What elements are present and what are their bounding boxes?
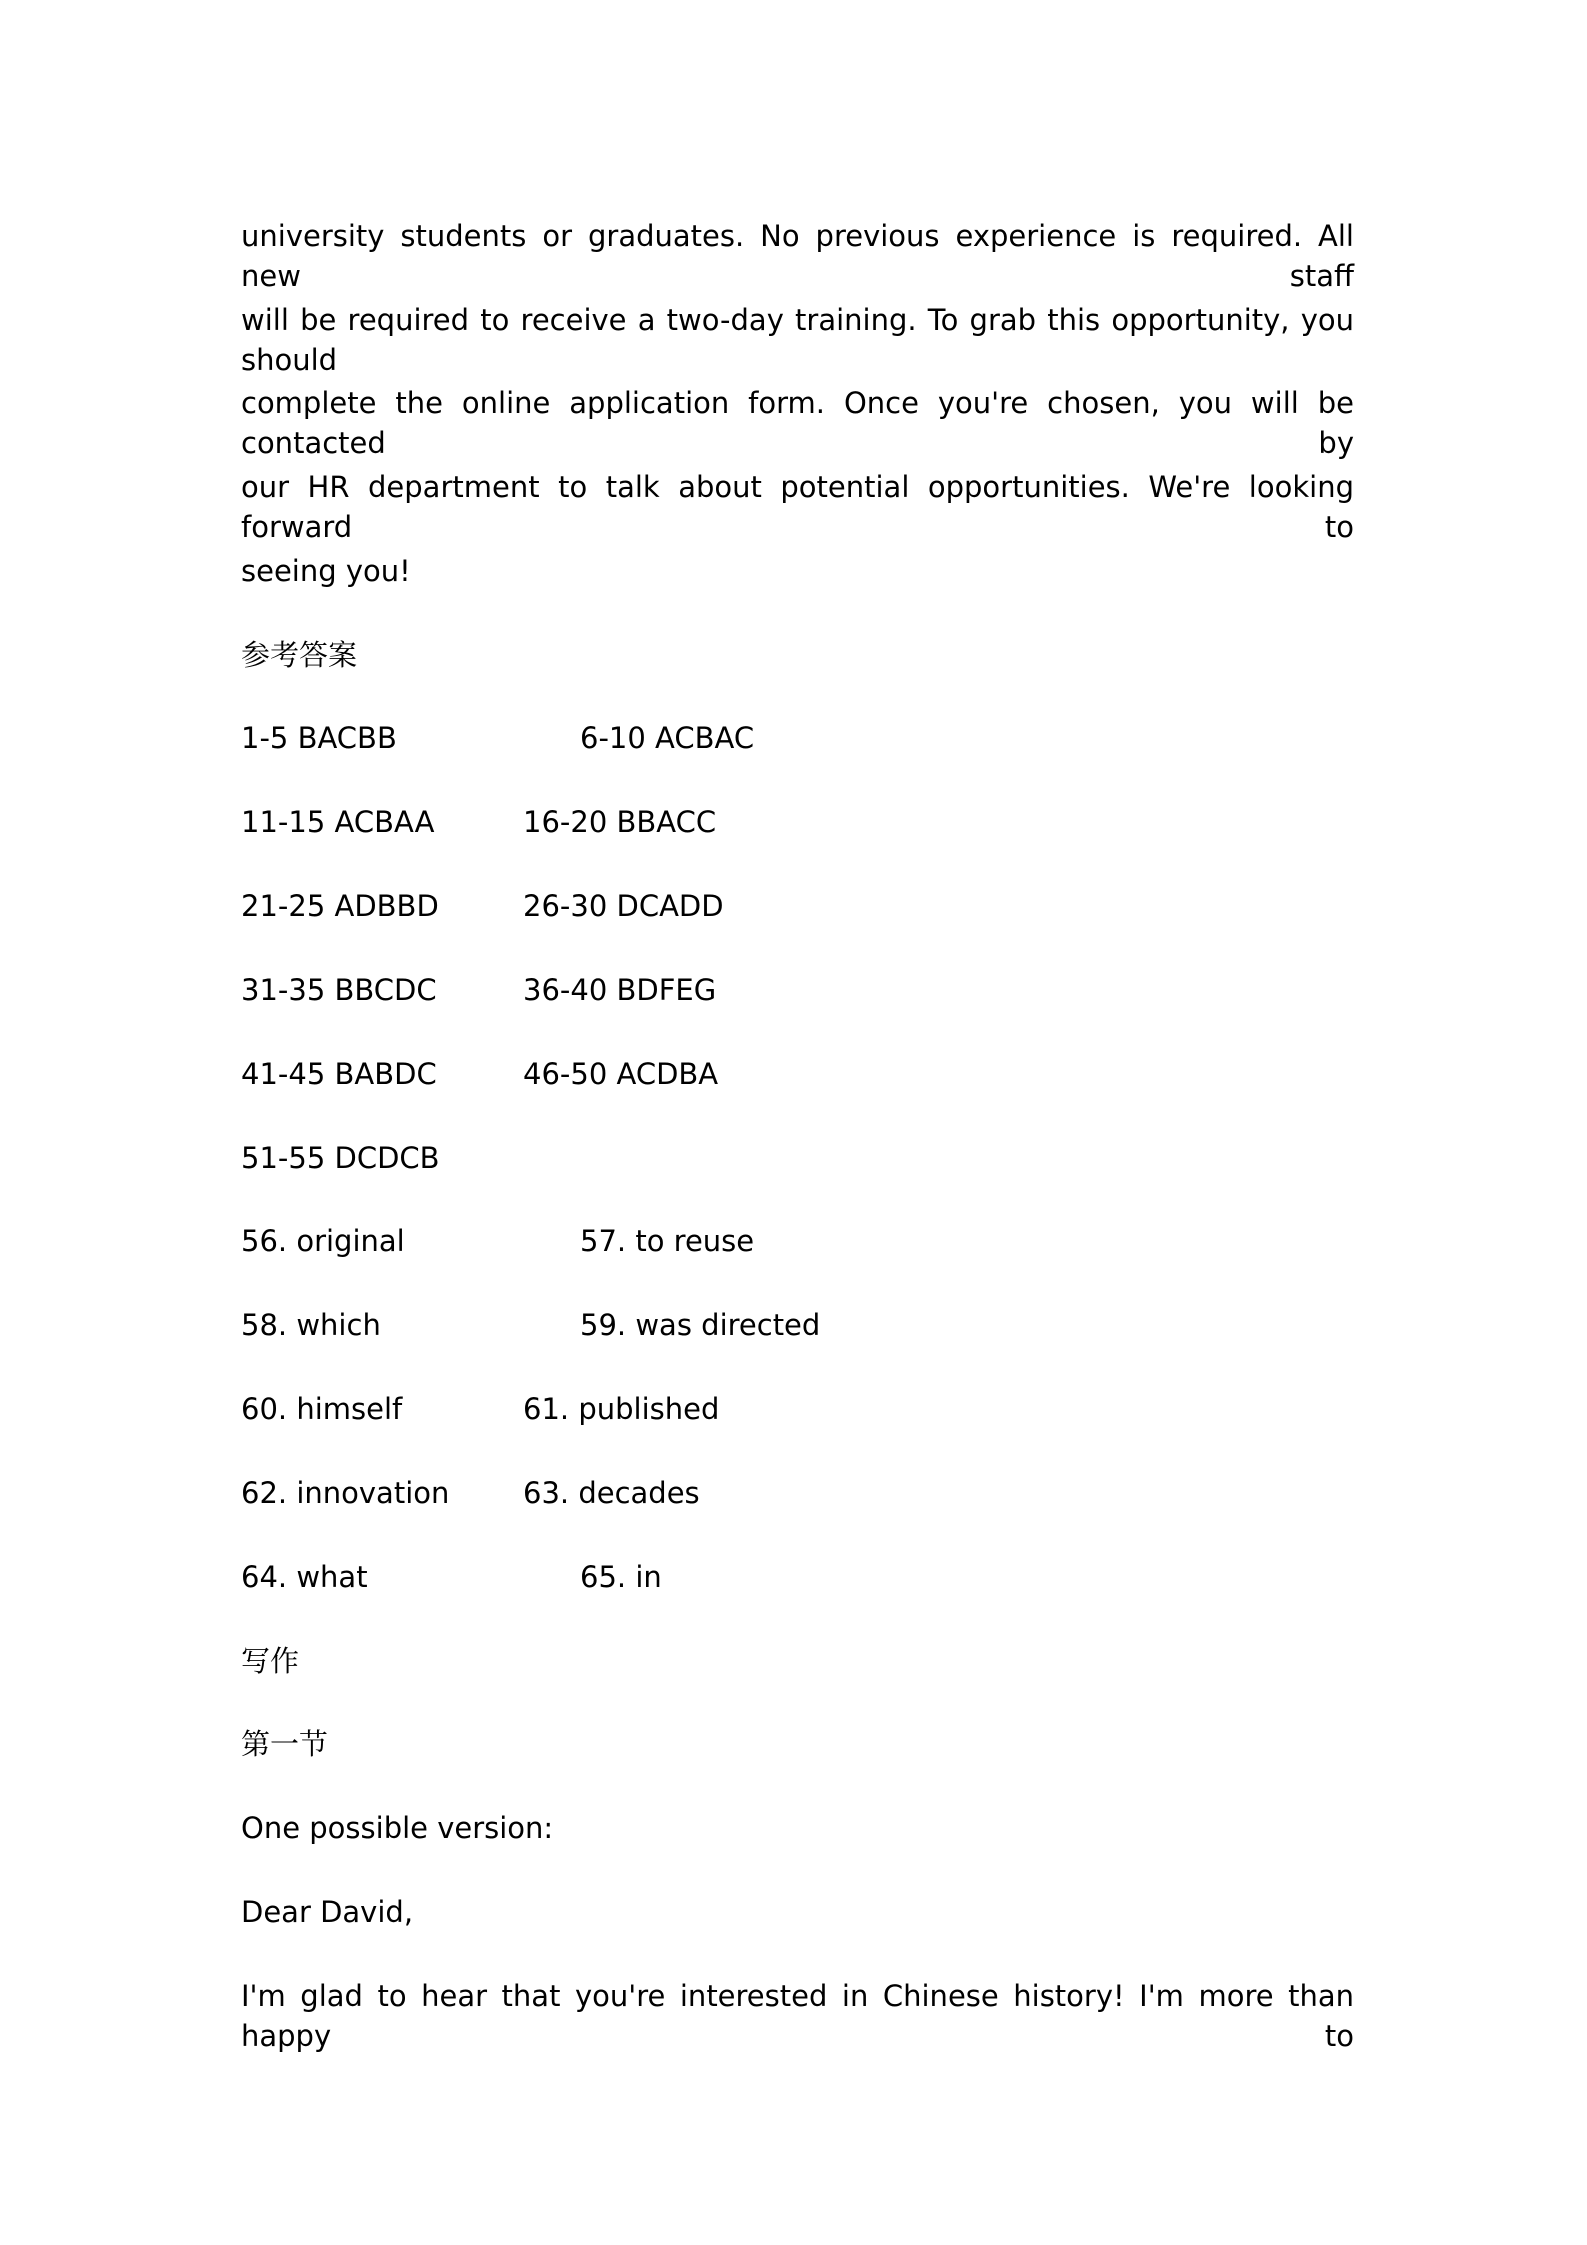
answer-left: 64. what bbox=[241, 1560, 368, 1594]
paragraph-line: university students or graduates. No previous experience is required. All new staff bbox=[241, 219, 1354, 293]
answer-right: 16-20 BBACC bbox=[523, 805, 717, 839]
sample-label: One possible version: bbox=[241, 1811, 554, 1845]
paragraph-line: complete the online application form. Once you're chosen, you will be contacted by bbox=[241, 386, 1354, 460]
answer-right: 63. decades bbox=[523, 1476, 700, 1510]
answer-right: 46-50 ACDBA bbox=[523, 1057, 719, 1091]
answer-left: 62. innovation bbox=[241, 1476, 450, 1510]
answer-right: 59. was directed bbox=[580, 1308, 821, 1342]
answer-right: 6-10 ACBAC bbox=[580, 721, 755, 755]
answer-left: 21-25 ADBBD bbox=[241, 889, 439, 923]
answer-left: 11-15 ACBAA bbox=[241, 805, 435, 839]
answer-right: 65. in bbox=[580, 1560, 662, 1594]
answer-right: 26-30 DCADD bbox=[523, 889, 724, 923]
letter-greeting: Dear David, bbox=[241, 1895, 414, 1929]
answer-left: 31-35 BBCDC bbox=[241, 973, 437, 1007]
answer-left: 60. himself bbox=[241, 1392, 403, 1426]
answer-left: 58. which bbox=[241, 1308, 381, 1342]
paragraph-line: seeing you! bbox=[241, 554, 411, 588]
section-heading: 第一节 bbox=[241, 1727, 329, 1761]
writing-heading: 写作 bbox=[241, 1644, 300, 1678]
letter-body-line: I'm glad to hear that you're interested in Chinese history! I'm more than happy to bbox=[241, 1979, 1354, 2053]
answer-left: 1-5 BACBB bbox=[241, 721, 397, 755]
paragraph-line: will be required to receive a two-day training. To grab this opportunity, you should bbox=[241, 303, 1354, 377]
answer-right: 61. published bbox=[523, 1392, 720, 1426]
answer-left: 56. original bbox=[241, 1224, 405, 1258]
paragraph-line: our HR department to talk about potential opportunities. We're looking forward to bbox=[241, 470, 1354, 544]
answer-left: 41-45 BABDC bbox=[241, 1057, 437, 1091]
answer-right: 36-40 BDFEG bbox=[523, 973, 717, 1007]
answer-left: 51-55 DCDCB bbox=[241, 1141, 440, 1175]
answers-heading: 参考答案 bbox=[241, 638, 358, 672]
answer-right: 57. to reuse bbox=[580, 1224, 755, 1258]
